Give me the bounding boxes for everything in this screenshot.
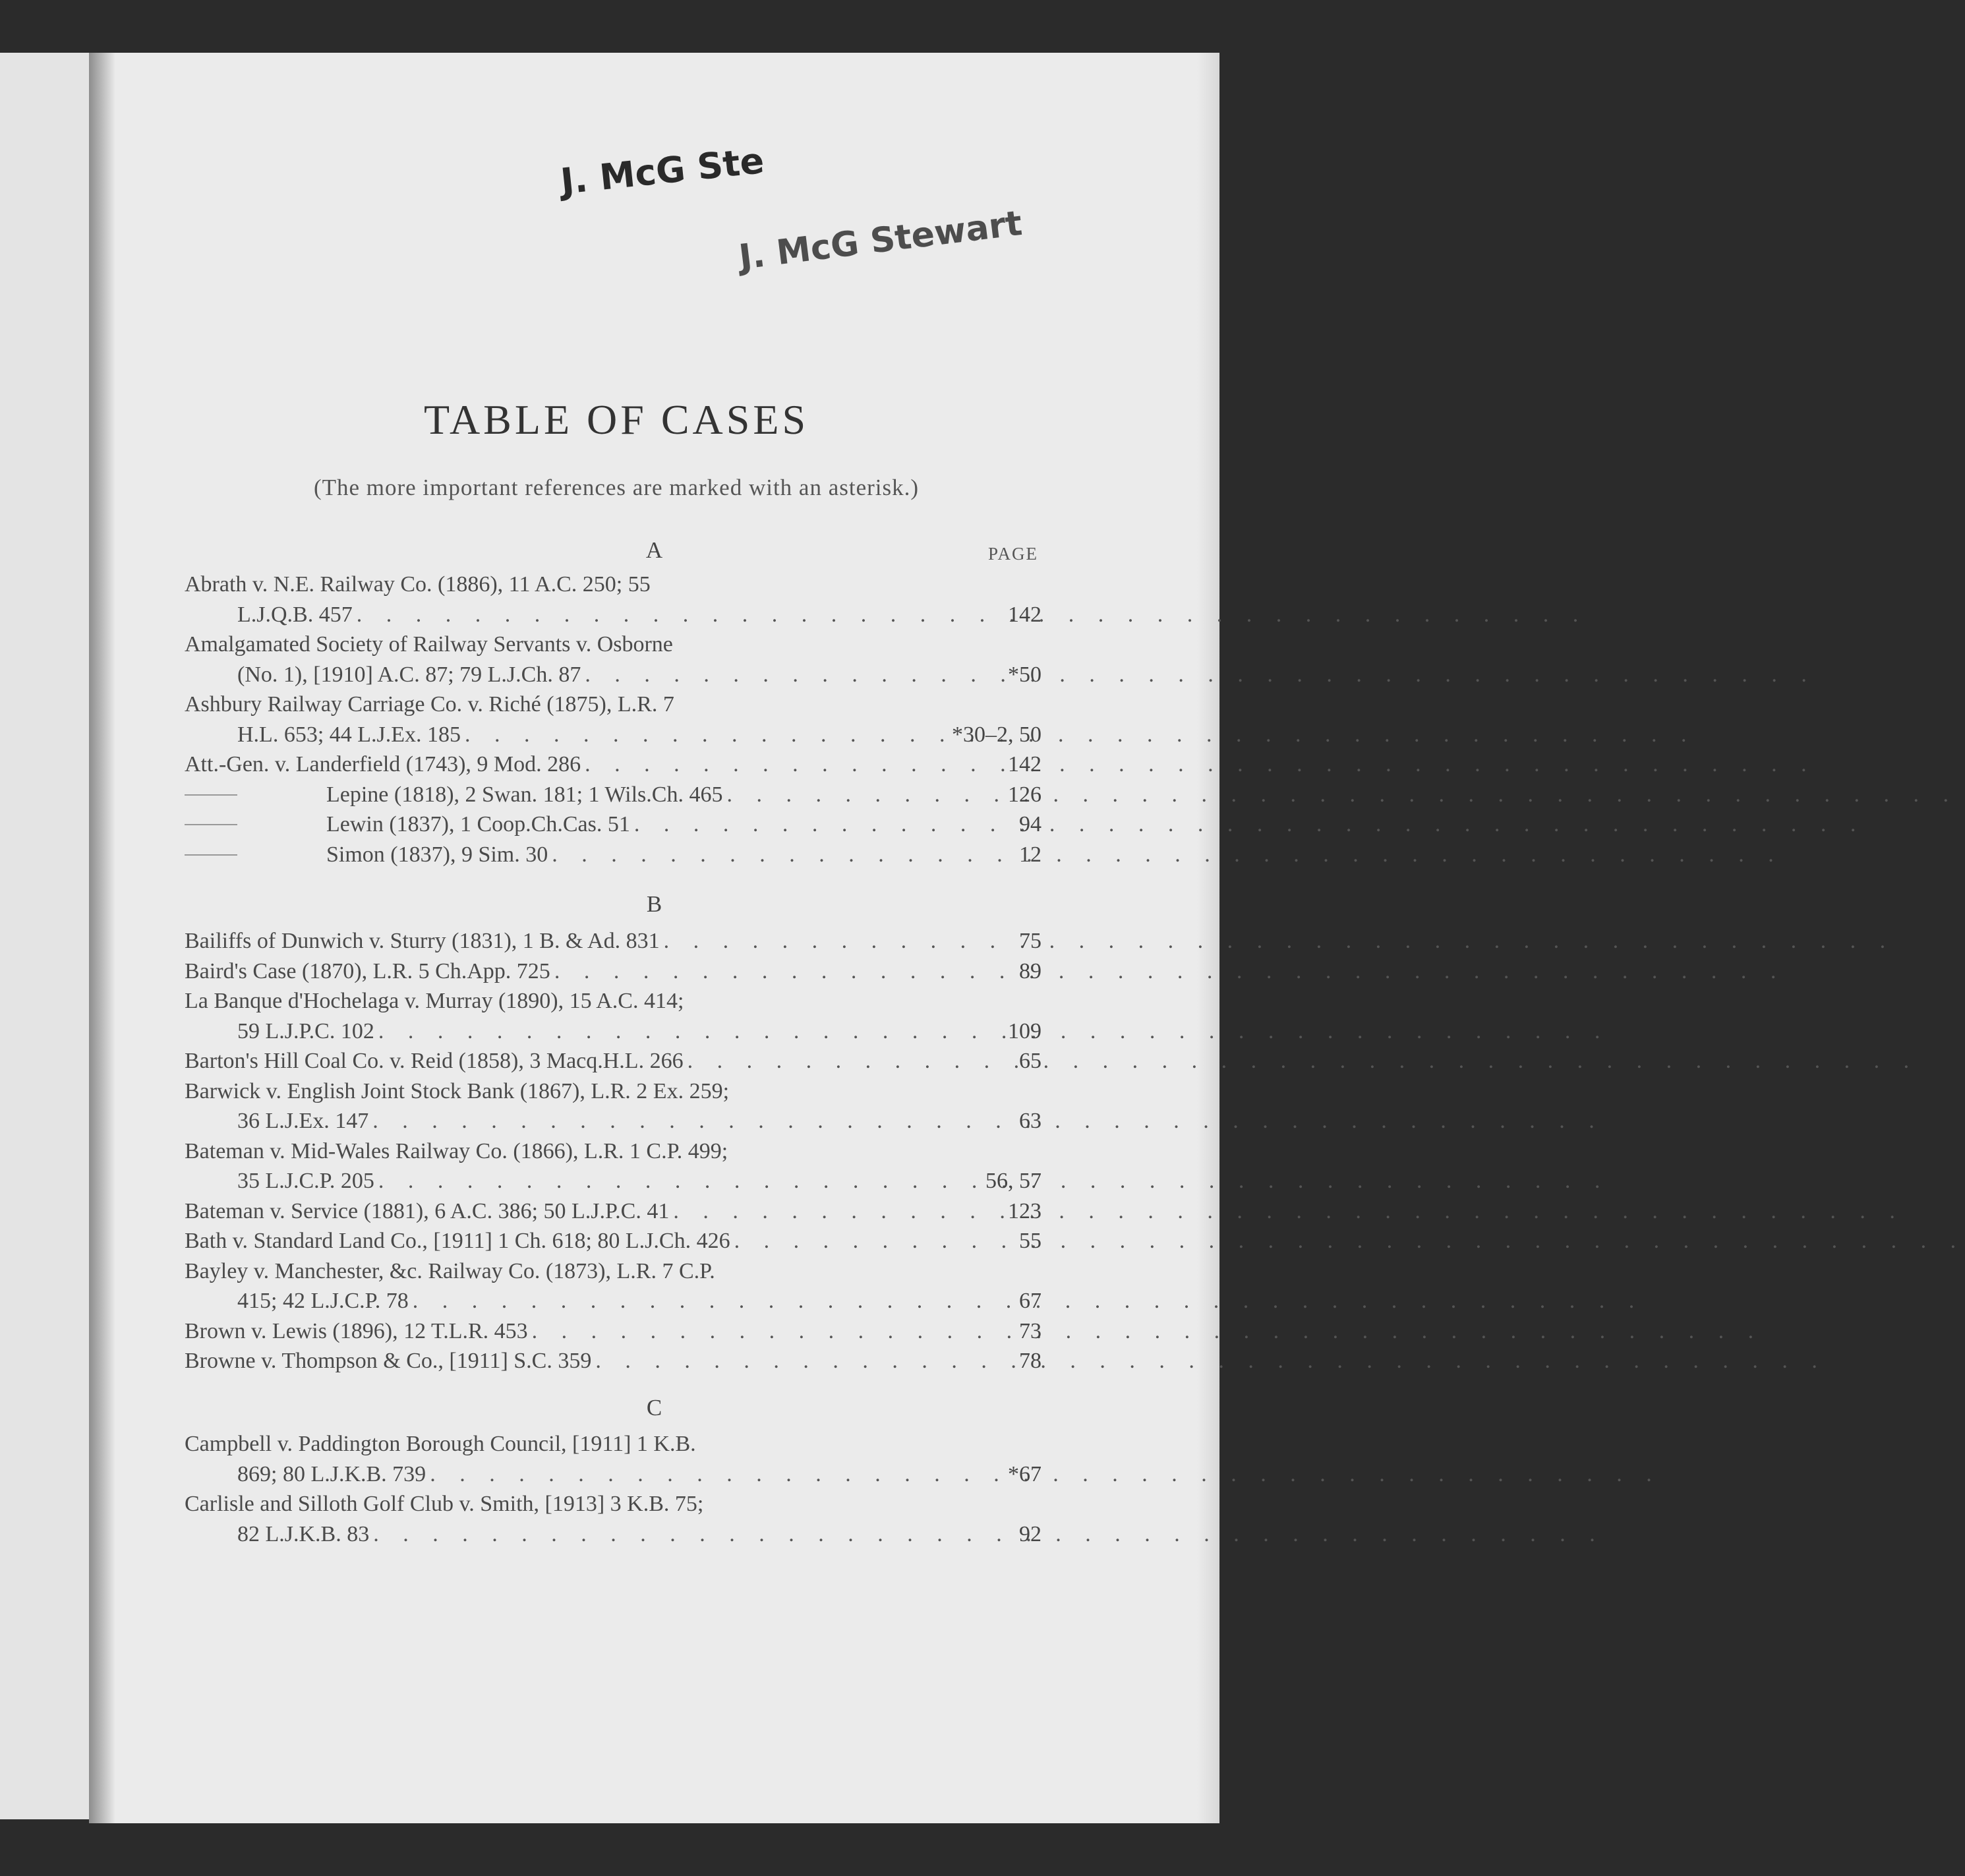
page-number: 12: [1019, 842, 1041, 867]
leader-dots: [368, 1106, 956, 1136]
case-entry: [185, 749, 1041, 780]
leader-dots: [669, 1196, 956, 1227]
leader-dots: [581, 660, 956, 690]
case-entry: [185, 840, 1041, 870]
case-entry: [185, 780, 1041, 810]
case-citation: L.J.Q.B. 457: [237, 602, 353, 627]
case-line: [185, 1106, 1041, 1136]
case-line: [185, 956, 1041, 987]
case-citation: 415; 42 L.J.C.P. 78: [237, 1289, 409, 1313]
case-entry: [185, 689, 1041, 749]
leader-dots: [528, 1316, 956, 1347]
leader-dots: [374, 1166, 956, 1196]
leader-dots: [630, 809, 956, 840]
page-number: *30–2, 50: [952, 722, 1041, 747]
case-citation: Att.-Gen. v. Landerfield (1743), 9 Mod. 286: [185, 752, 581, 777]
case-citation: Bateman v. Service (1881), 6 A.C. 386; 50 L.J.P.C. 41: [185, 1198, 670, 1223]
leader-dots: [730, 1226, 956, 1256]
case-line: [185, 1489, 1041, 1519]
case-entry: [185, 1489, 1041, 1549]
case-line: [185, 1226, 1041, 1256]
case-citation: Bayley v. Manchester, &c. Railway Co. (1873), L.R. 7 C.P.: [185, 1258, 715, 1283]
case-entry: [185, 1429, 1041, 1489]
page-number: 73: [1019, 1318, 1041, 1343]
case-entry: [185, 926, 1041, 956]
case-citation: Carlisle and Silloth Golf Club v. Smith, [1913] 3 K.B. 75;: [185, 1492, 704, 1516]
case-citation: Simon (1837), 9 Sim. 30: [326, 842, 548, 867]
case-entry: [185, 956, 1041, 987]
page-number: 65: [1019, 1049, 1041, 1073]
case-citation: H.L. 653; 44 L.J.Ex. 185: [237, 722, 461, 747]
section-entries: [185, 1429, 1041, 1549]
page-number: 63: [1019, 1109, 1041, 1133]
leader-dots: [550, 956, 956, 987]
case-citation: Browne v. Thompson & Co., [1911] S.C. 359: [185, 1349, 592, 1373]
ditto-rule: [185, 824, 237, 825]
case-line: [185, 1256, 1041, 1287]
section-letter: C: [646, 1395, 662, 1421]
case-entry: [185, 809, 1041, 840]
section-letter: A: [645, 537, 663, 563]
page-number: 56, 57: [985, 1169, 1041, 1193]
case-citation: Amalgamated Society of Railway Servants v. Osborne: [185, 632, 673, 657]
case-line: [185, 926, 1041, 956]
case-line: [185, 780, 1041, 810]
case-citation: Lepine (1818), 2 Swan. 181; 1 Wils.Ch. 465: [326, 782, 723, 807]
case-line: [185, 1196, 1041, 1227]
leader-dots: [461, 720, 952, 750]
owner-stamp: J. McG Stewart: [736, 203, 1024, 278]
case-citation: Ashbury Railway Carriage Co. v. Riché (1875), L.R. 7: [185, 692, 674, 717]
case-entry: [185, 1046, 1041, 1076]
case-citation: Abrath v. N.E. Railway Co. (1886), 11 A.C. 250; 55: [185, 572, 651, 597]
leader-dots: [548, 840, 956, 870]
ditto-rule: [185, 854, 237, 856]
leader-dots: [374, 1016, 956, 1047]
page-number: 109: [1008, 1018, 1041, 1043]
page-subtitle: (The more important references are marked with an asterisk.): [313, 475, 920, 500]
page-number: 67: [1019, 1289, 1041, 1313]
page-number: *50: [1008, 662, 1041, 687]
case-entry: [185, 1136, 1041, 1196]
case-line: [185, 1076, 1041, 1107]
leader-dots: [684, 1046, 956, 1076]
page-number: 78: [1019, 1349, 1041, 1373]
page-number: 142: [1008, 752, 1041, 777]
case-entry: [185, 1226, 1041, 1256]
case-line: [185, 986, 1041, 1016]
case-line: [185, 600, 1041, 630]
case-citation: 35 L.J.C.P. 205: [237, 1169, 374, 1193]
case-citation: Campbell v. Paddington Borough Council, [1911] 1 K.B.: [185, 1432, 696, 1456]
case-entry: [185, 630, 1041, 689]
case-entry: [185, 1256, 1041, 1316]
page-column-heading: PAGE: [987, 544, 1038, 564]
page-number: 126: [1008, 782, 1041, 807]
case-line: [185, 570, 1041, 600]
section-entries: [185, 926, 1041, 1376]
page-number: 123: [1008, 1198, 1041, 1223]
section-letter: B: [646, 891, 662, 917]
page-number: *67: [1008, 1461, 1041, 1486]
case-entry: [185, 986, 1041, 1046]
case-line: [185, 1136, 1041, 1167]
case-citation: 869; 80 L.J.K.B. 739: [237, 1461, 426, 1486]
page-gutter-shadow: [89, 53, 115, 1823]
leader-dots: [426, 1459, 956, 1490]
case-line: [185, 1459, 1041, 1490]
case-line: [185, 809, 1041, 840]
case-line: [185, 1346, 1041, 1376]
case-entry: [185, 1196, 1041, 1227]
owner-stamp: J. McG Ste: [558, 139, 767, 203]
case-line: [185, 1046, 1041, 1076]
case-citation: Bath v. Standard Land Co., [1911] 1 Ch. 618; 80 L.J.Ch. 426: [185, 1229, 730, 1253]
case-line: [185, 630, 1041, 660]
case-entry: [185, 570, 1041, 630]
case-line: [185, 689, 1041, 720]
page-number: 142: [1008, 602, 1041, 627]
leader-dots: [660, 926, 956, 956]
leader-dots: [409, 1286, 956, 1316]
page-number: 75: [1019, 929, 1041, 953]
case-line: [185, 720, 1041, 750]
case-entry: [185, 1346, 1041, 1376]
page-number: 89: [1019, 958, 1041, 983]
page-number: 92: [1019, 1521, 1041, 1546]
case-entry: [185, 1076, 1041, 1136]
case-line: [185, 749, 1041, 780]
page-title: TABLE OF CASES: [423, 396, 809, 443]
ditto-rule: [185, 794, 237, 796]
case-citation: Barwick v. English Joint Stock Bank (1867), L.R. 2 Ex. 259;: [185, 1078, 730, 1103]
case-citation: Bailiffs of Dunwich v. Sturry (1831), 1 B. & Ad. 831: [185, 929, 660, 953]
page-number: 55: [1019, 1229, 1041, 1253]
book-page: [89, 53, 1219, 1823]
leader-dots: [369, 1519, 956, 1550]
case-entry: [185, 1316, 1041, 1347]
leader-dots: [722, 780, 956, 810]
page-number: 94: [1019, 812, 1041, 836]
case-citation: 59 L.J.P.C. 102: [237, 1018, 374, 1043]
case-line: [185, 1519, 1041, 1550]
case-citation: (No. 1), [1910] A.C. 87; 79 L.J.Ch. 87: [237, 662, 581, 687]
case-citation: Brown v. Lewis (1896), 12 T.L.R. 453: [185, 1318, 528, 1343]
case-line: [185, 1286, 1041, 1316]
section-entries: [185, 570, 1041, 869]
case-line: [185, 1016, 1041, 1047]
leader-dots: [581, 749, 956, 780]
case-citation: Lewin (1837), 1 Coop.Ch.Cas. 51: [326, 812, 630, 836]
facing-page: [0, 53, 89, 1819]
leader-dots: [591, 1346, 956, 1376]
case-line: [185, 1429, 1041, 1459]
case-citation: Baird's Case (1870), L.R. 5 Ch.App. 725: [185, 958, 550, 983]
case-citation: La Banque d'Hochelaga v. Murray (1890), 15 A.C. 414;: [185, 989, 684, 1013]
case-citation: Barton's Hill Coal Co. v. Reid (1858), 3 Macq.H.L. 266: [185, 1049, 684, 1073]
case-line: [185, 660, 1041, 690]
case-citation: 82 L.J.K.B. 83: [237, 1521, 370, 1546]
case-citation: 36 L.J.Ex. 147: [237, 1109, 369, 1133]
case-line: [185, 1166, 1041, 1196]
case-citation: Bateman v. Mid-Wales Railway Co. (1866), L.R. 1 C.P. 499;: [185, 1138, 728, 1163]
case-line: [185, 1316, 1041, 1347]
leader-dots: [353, 600, 956, 630]
case-line: [185, 840, 1041, 870]
